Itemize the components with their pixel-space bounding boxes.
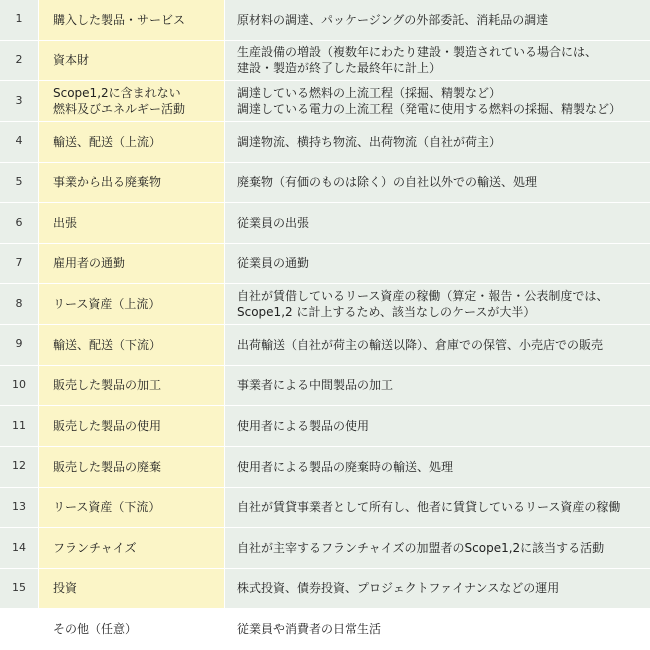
row-category: Scope1,2に含まれない 燃料及びエネルギー活動 xyxy=(38,81,225,122)
row-number: 6 xyxy=(0,203,38,244)
row-number: 1 xyxy=(0,0,38,41)
row-category: 事業から出る廃棄物 xyxy=(38,163,225,204)
row-number: 14 xyxy=(0,528,38,569)
row-category: 販売した製品の廃棄 xyxy=(38,447,225,488)
row-category: 資本財 xyxy=(38,41,225,82)
row-number: 15 xyxy=(0,569,38,610)
row-category: 投資 xyxy=(38,569,225,610)
row-number: 8 xyxy=(0,284,38,325)
row-description: 株式投資、債券投資、プロジェクトファイナンスなどの運用 xyxy=(225,569,650,610)
row-number: 5 xyxy=(0,163,38,204)
row-category: フランチャイズ xyxy=(38,528,225,569)
row-description: 自社が賃借しているリース資産の稼働（算定・報告・公表制度では、 Scope1,2 に計上するため、該当なしのケースが大半） xyxy=(225,284,650,325)
row-description: 自社が賃貸事業者として所有し、他者に賃貸しているリース資産の稼働 xyxy=(225,488,650,529)
row-category: 輸送、配送（上流） xyxy=(38,122,225,163)
row-category: 輸送、配送（下流） xyxy=(38,325,225,366)
row-description: 原材料の調達、パッケージングの外部委託、消耗品の調達 xyxy=(225,0,650,41)
row-number: 3 xyxy=(0,81,38,122)
row-number: 12 xyxy=(0,447,38,488)
row-description: 調達している燃料の上流工程（採掘、精製など） 調達している電力の上流工程（発電に使用する燃料の採掘、精製など） xyxy=(225,81,650,122)
row-number: 10 xyxy=(0,366,38,407)
row-category: リース資産（上流） xyxy=(38,284,225,325)
row-description: 使用者による製品の廃棄時の輸送、処理 xyxy=(225,447,650,488)
row-number: 13 xyxy=(0,488,38,529)
row-number: 2 xyxy=(0,41,38,82)
row-category: リース資産（下流） xyxy=(38,488,225,529)
row-number: 7 xyxy=(0,244,38,285)
row-number: 11 xyxy=(0,406,38,447)
row-category: 購入した製品・サービス xyxy=(38,0,225,41)
row-category: 出張 xyxy=(38,203,225,244)
row-description: 事業者による中間製品の加工 xyxy=(225,366,650,407)
row-description: 自社が主宰するフランチャイズの加盟者のScope1,2に該当する活動 xyxy=(225,528,650,569)
row-category: 雇用者の通勤 xyxy=(38,244,225,285)
other-row-description: 従業員や消費者の日常生活 xyxy=(225,609,650,650)
row-description: 従業員の出張 xyxy=(225,203,650,244)
row-description: 生産設備の増設（複数年にわたり建設・製造されている場合には、 建設・製造が終了した最終年に計上） xyxy=(225,41,650,82)
row-category: 販売した製品の使用 xyxy=(38,406,225,447)
row-number: 4 xyxy=(0,122,38,163)
row-description: 調達物流、横持ち物流、出荷物流（自社が荷主） xyxy=(225,122,650,163)
row-number: 9 xyxy=(0,325,38,366)
row-description: 出荷輸送（自社が荷主の輸送以降）、倉庫での保管、小売店での販売 xyxy=(225,325,650,366)
row-description: 廃棄物（有価のものは除く）の自社以外での輸送、処理 xyxy=(225,163,650,204)
row-description: 従業員の通勤 xyxy=(225,244,650,285)
row-category: 販売した製品の加工 xyxy=(38,366,225,407)
other-row-category: その他（任意） xyxy=(38,609,225,650)
other-row-number xyxy=(0,609,38,650)
row-description: 使用者による製品の使用 xyxy=(225,406,650,447)
